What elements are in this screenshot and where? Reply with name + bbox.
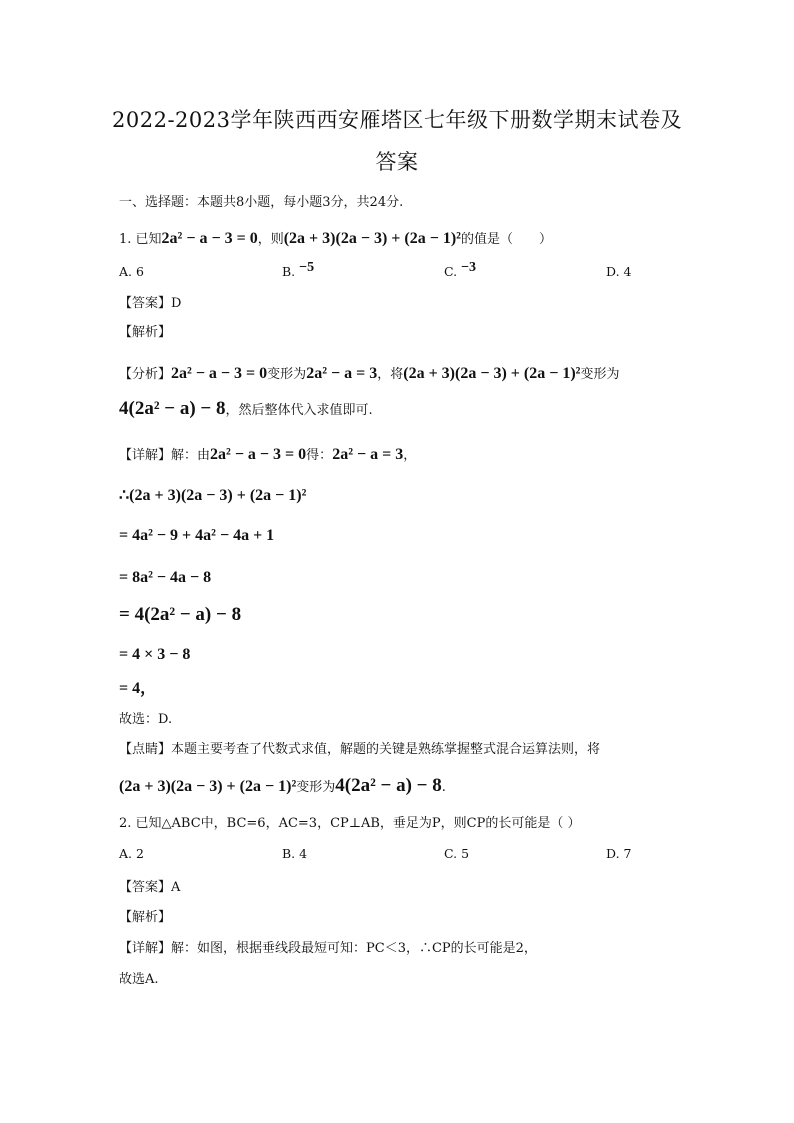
q1-detail-label: 【详解】解：由	[119, 448, 211, 463]
q2-option-a: A. 2	[119, 846, 144, 861]
q1-detail-text-1: 得：	[306, 448, 333, 463]
q1-fenxi-math-2: 4(2a² − a) − 8	[119, 398, 226, 419]
q1-fenxi-text-2: ，将	[377, 367, 404, 382]
q1-option-b-math: −5	[299, 260, 315, 275]
q1-fenxi-text-4: ，然后整体代入求值即可.	[225, 403, 373, 418]
q2-option-b: B. 4	[282, 846, 308, 861]
q1-detail-line	[119, 444, 416, 464]
q1-option-b-label: B.	[282, 264, 296, 279]
q1-option-d: D. 4	[606, 264, 632, 279]
document-title-line-1: 2022-2023学年陕西西安雁塔区七年级下册数学期末试卷及	[112, 108, 682, 132]
q1-step-4: = 4(2a² − a) − 8	[119, 604, 242, 625]
q1-dianjing: 【点睛】本题主要考查了代数式求值，解题的关键是熟练掌握整式混合运算法则，将	[119, 742, 601, 757]
q2-conclusion: 故选A.	[119, 972, 159, 987]
q1-detail-math-1: 2a² − a = 3	[332, 446, 404, 463]
q1-fenxi-line-1	[119, 363, 619, 383]
q1-stem	[119, 228, 552, 248]
q1-option-c-label: C.	[444, 264, 458, 279]
q1-option-c-math: −3	[461, 260, 477, 275]
q1-option-b	[282, 260, 315, 281]
q1-step-3: = 8a² − 4a − 8	[119, 569, 212, 586]
q1-prefix: 1. 已知	[119, 232, 162, 247]
q1-fenxi-text-1: 变形为	[267, 367, 307, 382]
q1-dianjing-text-1: 变形为	[296, 780, 336, 795]
q1-step-5: = 4 × 3 − 8	[119, 646, 191, 663]
q1-step-6: = 4，	[119, 680, 157, 697]
q1-step-2: = 4a² − 9 + 4a² − 4a + 1	[119, 527, 275, 544]
q1-answer: 【答案】D	[119, 296, 182, 311]
q1-suffix: 的值是（ ）	[460, 232, 552, 247]
q1-option-a: A. 6	[119, 264, 144, 279]
q1-conclusion: 故选：D.	[119, 712, 173, 727]
q1-fenxi-text-3: 变形为	[580, 367, 620, 382]
section-heading: 一、选择题：本题共8小题，每小题3分，共24分.	[119, 195, 404, 210]
q2-answer: 【答案】A	[119, 880, 181, 895]
q1-dianjing-math-1: 4(2a² − a) − 8	[335, 775, 442, 796]
q1-detail-condition: 2a² − a − 3 = 0	[210, 446, 307, 463]
q1-mid: ，则	[257, 232, 284, 247]
q1-fenxi-label: 【分析】	[119, 367, 172, 382]
q1-dianjing-end: .	[441, 780, 446, 795]
q1-option-c	[444, 260, 477, 281]
q1-dianjing-line-2	[119, 775, 446, 797]
q1-fenxi-condition: 2a² − a − 3 = 0	[171, 365, 268, 382]
q1-condition: 2a² − a − 3 = 0	[161, 230, 258, 247]
q2-detail: 【详解】解：如图，根据垂线段最短可知：PC＜3，∴CP的长可能是2，	[119, 941, 537, 956]
q1-step-1: ∴(2a + 3)(2a − 3) + (2a − 1)²	[119, 487, 307, 504]
q2-option-c: C. 5	[444, 846, 470, 861]
q1-dianjing-expression: (2a + 3)(2a − 3) + (2a − 1)²	[119, 778, 297, 795]
document-title-line-2: 答案	[375, 150, 419, 174]
q1-fenxi-expression: (2a + 3)(2a − 3) + (2a − 1)²	[403, 365, 581, 382]
q2-option-d: D. 7	[606, 846, 632, 861]
q1-fenxi-math-1: 2a² − a = 3	[306, 365, 378, 382]
q1-detail-text-2: ，	[403, 448, 417, 463]
q2-stem: 2. 已知△ABC中，BC=6，AC=3，CP⊥AB，垂足为P，则CP的长可能是（ ）	[119, 816, 581, 831]
q1-expression: (2a + 3)(2a − 3) + (2a − 1)²	[283, 230, 461, 247]
q1-fenxi-line-2	[119, 398, 373, 420]
q1-analysis-heading: 【解析】	[119, 325, 172, 340]
q2-analysis-heading: 【解析】	[119, 910, 172, 925]
